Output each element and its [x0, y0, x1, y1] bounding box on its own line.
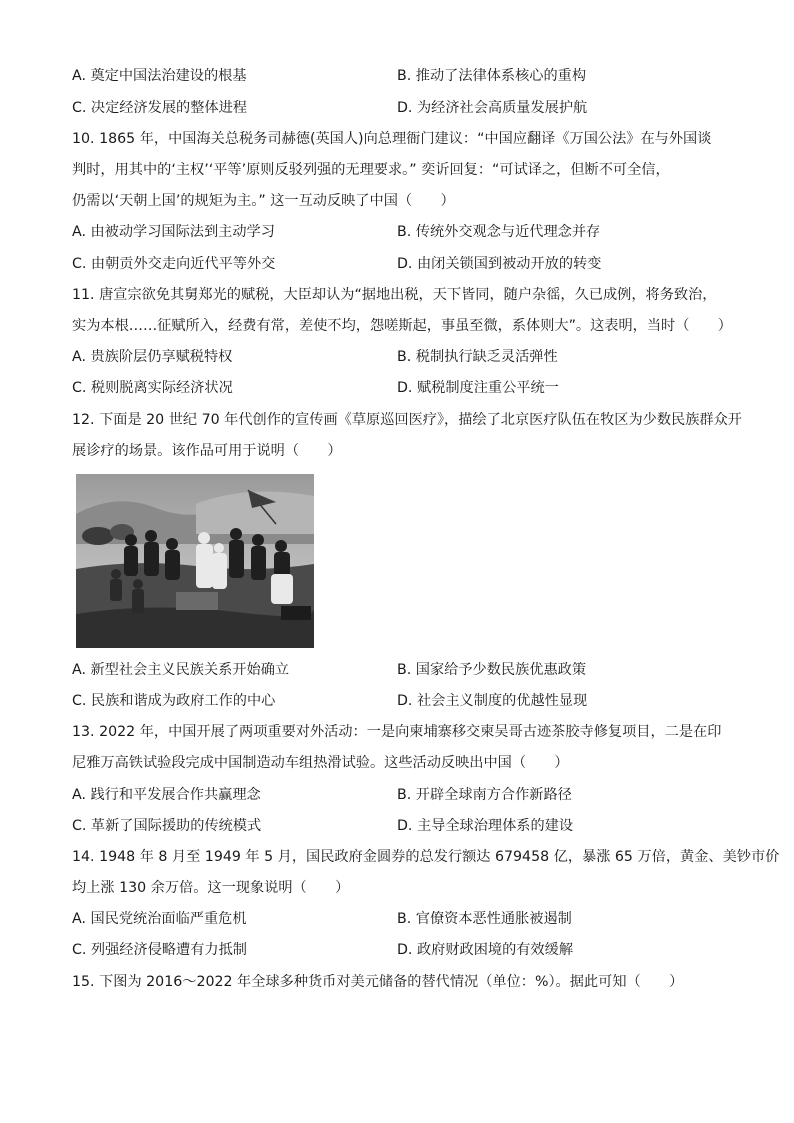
q9-option-b: B. 推动了法律体系核心的重构	[397, 68, 587, 84]
q10-stem-line-2: 判时，用其中的‘主权’‘平等’原则反驳列强的无理要求。” 奕䜣回复：“可试译之，但断不可全信，	[72, 162, 670, 178]
q9-option-d: D. 为经济社会高质量发展护航	[397, 100, 588, 116]
q11-stem-line-1: 11. 唐宣宗欲免其舅郑光的赋税，大臣却认为“据地出税，天下皆同，随户杂徭，久已成例，将务致治，	[72, 287, 717, 303]
q12-stem-line-2: 展诊疗的场景。该作品可用于说明（ ）	[72, 443, 342, 459]
q15-stem-line-1: 15. 下图为 2016～2022 年全球多种货币对美元储备的替代情况（单位：%）。据此可知（ ）	[72, 974, 684, 990]
q11-option-a: A. 贵族阶层仍享赋税特权	[72, 349, 233, 365]
q12-option-c: C. 民族和谐成为政府工作的中心	[72, 693, 276, 709]
q14-option-a: A. 国民党统治面临严重危机	[72, 911, 247, 927]
q11-option-b: B. 税制执行缺乏灵活弹性	[397, 349, 558, 365]
q13-option-b: B. 开辟全球南方合作新路径	[397, 787, 572, 803]
q13-option-a: A. 践行和平发展合作共赢理念	[72, 787, 261, 803]
q10-option-d: D. 由闭关锁国到被动开放的转变	[397, 256, 602, 272]
q10-option-c: C. 由朝贡外交走向近代平等外交	[72, 256, 276, 272]
q12-stem-line-1: 12. 下面是 20 世纪 70 年代创作的宣传画《草原巡回医疗》，描绘了北京医疗队伍在牧区为少数民族群众开	[72, 412, 742, 428]
q14-option-d: D. 政府财政困境的有效缓解	[397, 942, 574, 958]
q10-stem-line-1: 10. 1865 年，中国海关总税务司赫德(英国人)向总理衙门建议：“中国应翻译《万国公法》在与外国谈	[72, 131, 712, 147]
q14-option-b: B. 官僚资本恶性通胀被遏制	[397, 911, 572, 927]
q11-option-d: D. 赋税制度注重公平统一	[397, 380, 559, 396]
q11-option-c: C. 税则脱离实际经济状况	[72, 380, 233, 396]
q14-stem-line-2: 均上涨 130 余万倍。这一现象说明（ ）	[72, 880, 350, 896]
q12-option-a: A. 新型社会主义民族关系开始确立	[72, 662, 290, 678]
q9-option-a: A. 奠定中国法治建设的根基	[72, 68, 247, 84]
q11-stem-line-2: 实为本根……征赋所入，经费有常，差使不均，怨嗟斯起，事虽至微，系体则大”。这表明，当时（ ）	[72, 318, 732, 334]
q9-option-c: C. 决定经济发展的整体进程	[72, 100, 247, 116]
q13-stem-line-2: 尼雅万高铁试验段完成中国制造动车组热滑试验。这些活动反映出中国（ ）	[72, 755, 569, 771]
propaganda-painting-image	[76, 474, 314, 648]
q13-option-c: C. 革新了国际援助的传统模式	[72, 818, 262, 834]
q13-stem-line-1: 13. 2022 年，中国开展了两项重要对外活动：一是向柬埔寨移交柬吴哥古迹茶胶寺修复项目，二是在印	[72, 724, 722, 740]
q14-option-c: C. 列强经济侵略遭有力抵制	[72, 942, 247, 958]
q14-stem-line-1: 14. 1948 年 8 月至 1949 年 5 月，国民政府金圆券的总发行额达 679458 亿，暴涨 65 万倍，黄金、美钞市价	[72, 849, 780, 865]
q10-stem-line-3: 仍需以‘天朝上国’的规矩为主。” 这一互动反映了中国（ ）	[72, 193, 455, 209]
q13-option-d: D. 主导全球治理体系的建设	[397, 818, 574, 834]
q10-option-a: A. 由被动学习国际法到主动学习	[72, 224, 275, 240]
painting-illustration	[76, 474, 314, 648]
q12-option-b: B. 国家给予少数民族优惠政策	[397, 662, 587, 678]
q10-option-b: B. 传统外交观念与近代理念并存	[397, 224, 601, 240]
q12-option-d: D. 社会主义制度的优越性显现	[397, 693, 588, 709]
